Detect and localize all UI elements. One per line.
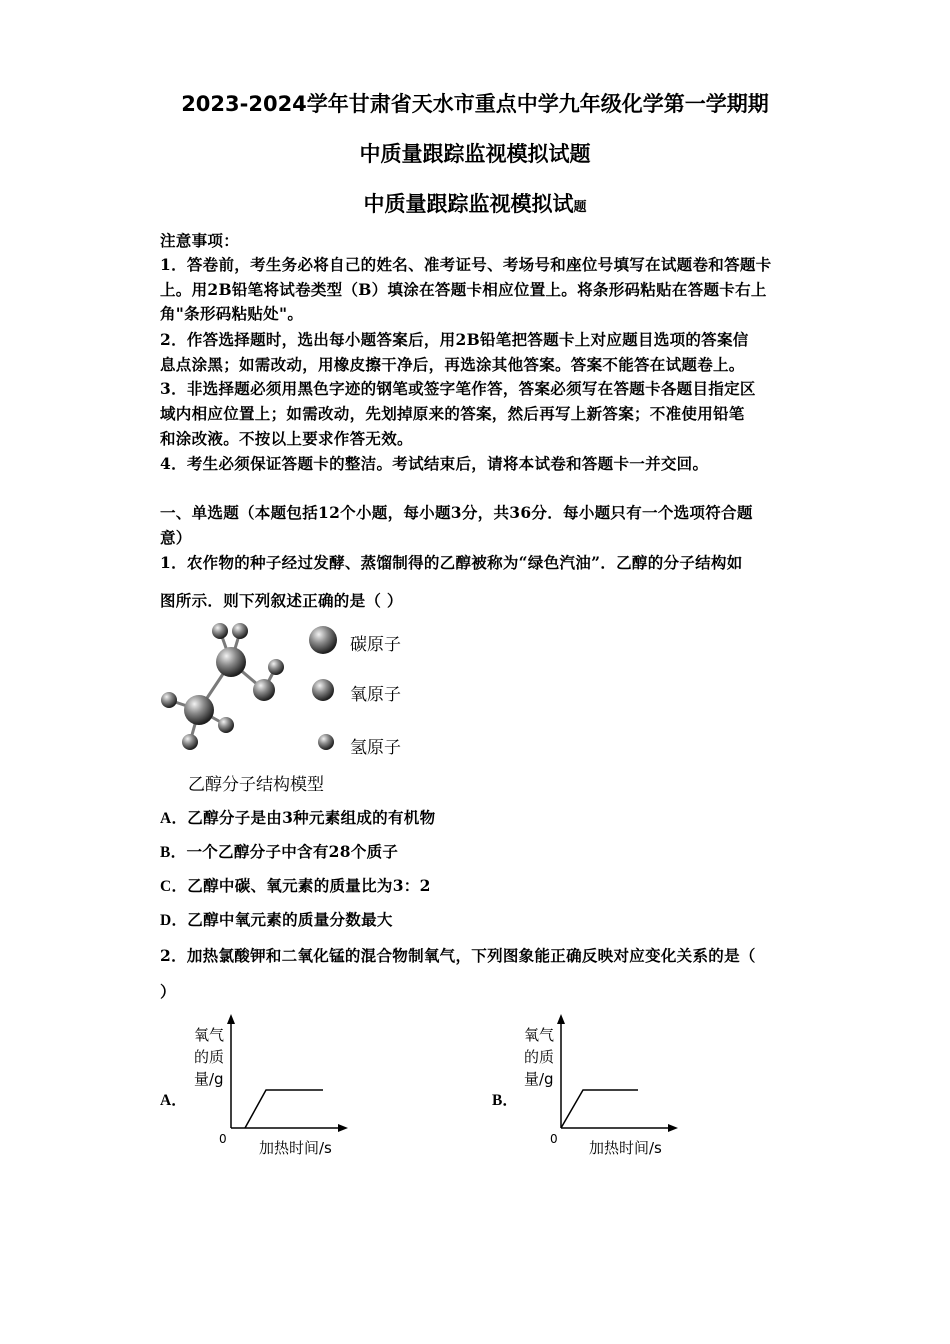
section-heading-cont: 意） [160, 528, 192, 547]
carbon-atom [216, 647, 246, 677]
page-title-line-2: 中质量跟踪监视模拟试题 [359, 142, 591, 166]
notice-line: 4．考生必须保证答题卡的整洁。考试结束后，请将本试卷和答题卡一并交回。 [160, 454, 709, 473]
graph-b-x-arrow [668, 1124, 678, 1132]
option-text: 乙醇中氧元素的质量分数最大 [187, 910, 393, 929]
title-line-3-main: 中质量跟踪监视模拟试 [363, 192, 574, 216]
hydrogen-atom [212, 623, 228, 639]
hydrogen-atom [218, 717, 234, 733]
hydrogen-atom [161, 692, 177, 708]
page-title-line-3 [0, 188, 950, 218]
notice-line: 和涂改液。不按以上要求作答无效。 [160, 429, 413, 448]
graph-b-ylabel [524, 1024, 554, 1090]
title-line-3-tail: 题 [573, 200, 587, 215]
graph-b-origin: 0 [550, 1132, 558, 1146]
option-letter: D． [160, 912, 188, 929]
graph-b-xlabel: 加热时间/s [589, 1139, 662, 1157]
hydrogen-atom [182, 734, 198, 750]
page-title: 2023-2024学年甘肃省天水市重点中学九年级化学第一学期期 [181, 92, 769, 116]
oxygen-atom [253, 679, 275, 701]
notice-line: 1．答卷前，考生务必将自己的姓名、准考证号、考场号和座位号填写在试题卷和答题卡 [160, 255, 772, 274]
legend-carbon-icon [309, 626, 337, 654]
option-a [160, 806, 435, 828]
option-text: 一个乙醇分子中含有28个质子 [186, 842, 399, 861]
graph-a-xlabel: 加热时间/s [259, 1139, 332, 1157]
ylabel-line: 的质 [194, 1048, 225, 1066]
legend-hydrogen-icon [318, 734, 334, 750]
graph-a-option-label: A． [160, 1092, 187, 1109]
legend-hydrogen: 氢原子 [350, 738, 401, 758]
graph-b-option-label: B． [492, 1092, 518, 1109]
notice-line: 上。用2B铅笔将试卷类型（B）填涂在答题卡相应位置上。将条形码粘贴在答题卡右上 [160, 280, 767, 299]
graph-a-origin: 0 [219, 1132, 227, 1146]
notice-line: 息点涂黑；如需改动，用橡皮擦干净后，再选涂其他答案。答案不能答在试题卷上。 [160, 355, 745, 374]
question-1-stem-cont: 图所示．则下列叙述正确的是（ ） [160, 591, 403, 610]
figure-caption: 乙醇分子结构模型 [188, 775, 324, 795]
question-1-stem: 1．农作物的种子经过发酵、蒸馏制得的乙醇被称为“绿色汽油”．乙醇的分子结构如 [160, 553, 743, 572]
question-2-stem: 2．加热氯酸钾和二氧化锰的混合物制氧气，下列图象能正确反映对应变化关系的是（ [160, 946, 756, 965]
graph-a-ylabel [194, 1024, 224, 1090]
bonds [169, 631, 276, 742]
option-letter: A． [160, 810, 188, 827]
option-text: 乙醇中碳、氧元素的质量比为3：2 [187, 876, 431, 895]
option-text: 乙醇分子是由3种元素组成的有机物 [187, 808, 436, 827]
carbon-atom [184, 695, 214, 725]
graph-a-x-arrow [338, 1124, 348, 1132]
notice-line: 3．非选择题必须用黑色字迹的钢笔或签字笔作答，答案必须写在答题卡各题目指定区 [160, 379, 756, 398]
hydrogen-atom [232, 623, 248, 639]
option-letter: C． [160, 878, 188, 895]
legend-oxygen: 氧原子 [350, 685, 401, 705]
notice-line: 2．作答选择题时，选出每小题答案后，用2B铅笔把答题卡上对应题目选项的答案信 [160, 330, 749, 349]
ylabel-line: 氧气 [194, 1026, 225, 1044]
notice-heading: 注意事项： [160, 231, 240, 250]
legend-carbon: 碳原子 [350, 635, 401, 655]
ylabel-line: 量/g [524, 1070, 554, 1088]
section-heading: 一、单选题（本题包括12个小题，每小题3分，共36分．每小题只有一个选项符合题 [160, 503, 753, 522]
graph-b-y-arrow [557, 1014, 565, 1024]
graph-b-curve [561, 1090, 638, 1128]
option-c [160, 874, 431, 896]
notice-line: 角"条形码粘贴处"。 [160, 304, 304, 323]
question-2-stem-cont: ） [160, 982, 176, 1001]
notice-line: 域内相应位置上；如需改动，先划掉原来的答案，然后再写上新答案；不准使用铅笔 [160, 404, 745, 423]
option-d [160, 908, 393, 930]
ylabel-line: 的质 [524, 1048, 555, 1066]
graph-a-curve [245, 1090, 323, 1128]
legend-oxygen-icon [312, 679, 334, 701]
ylabel-line: 氧气 [524, 1026, 555, 1044]
graph-a-y-arrow [227, 1014, 235, 1024]
option-letter: B． [160, 844, 187, 861]
hydrogen-atom [268, 659, 284, 675]
ylabel-line: 量/g [194, 1070, 224, 1088]
option-b [160, 840, 398, 862]
